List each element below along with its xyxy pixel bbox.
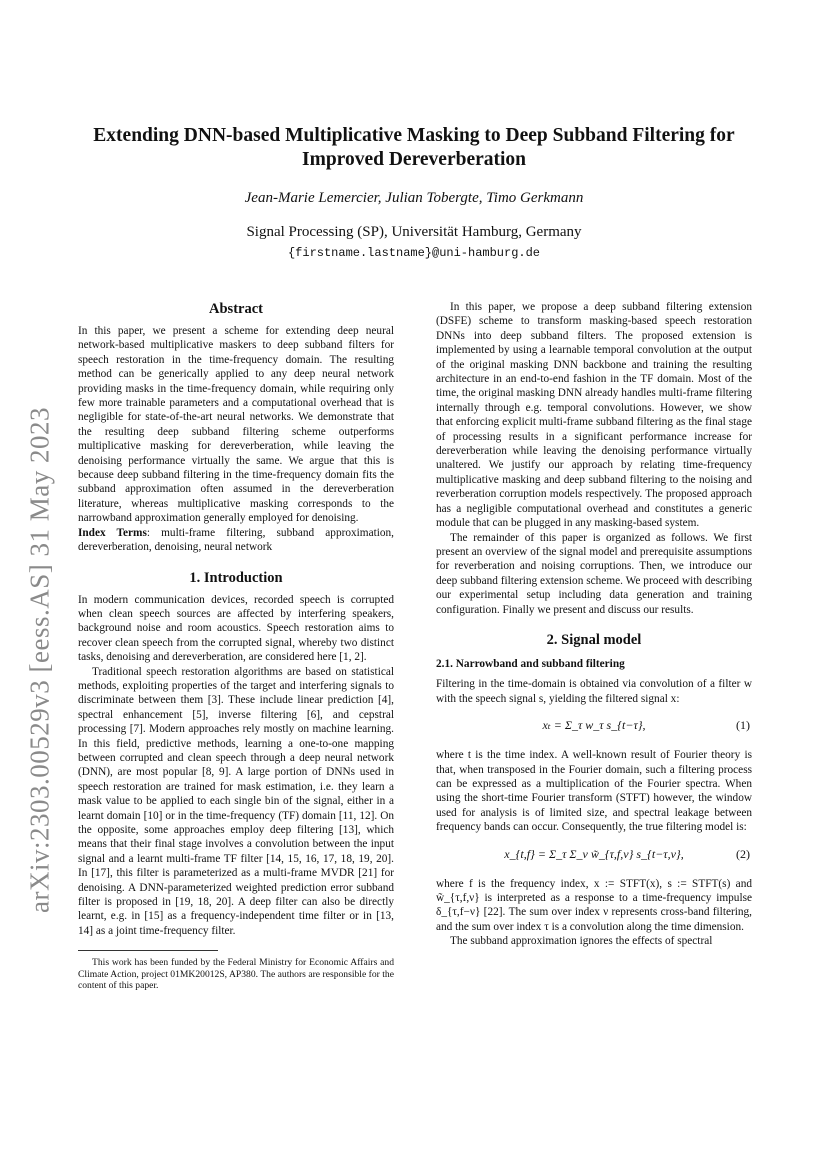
abstract-text: In this paper, we present a scheme for extending deep neural network-based multiplicative maskers to deep subband filters for speech restoration in the time-frequency domain. The resulting method can be generically applied to any deep neural network providing masks in the time-frequency domain, while requiring only few more trainable parameters and a computational overhead that is negligible for state-of-the-art neural networks. We demonstrate that the resulting deep subband filtering scheme outperforms multiplicative masking for dereverberation, while leaving the denoising performance virtually the same. We argue that this is because deep subband filtering in the time-frequency domain fits the subband approximation often assumed in the dereverberation literature, whereas multiplicative masking corresponds to the narrowband approximation generally employed for denoising.: [78, 325, 394, 525]
signal-paragraph-4: The subband approximation ignores the effects of spectral: [450, 935, 713, 948]
right-paragraph-1: In this paper, we propose a deep subband filtering extension (DSFE) scheme to transform masking-based speech restoration DNNs into deep subband filters. The proposed extension is implemented by using a learnable temporal convolution at the output of the original masking DNN backbone and training the resulting architecture in an end-to-end fashion in the TF domain. Most of the time, the original masking DNN already handles multi-frame filtering internally through e.g. temporal convolutions. However, we show that enforcing explicit multi-frame subband filtering as the final stage of processing results in a significant performance increase for dereverberation while leaving the denoising performance virtually unaltered. We justify our approach by relating time-frequency multiplicative masking and deep subband filtering to the noising and reverberation corruption models respectively. The proposed approach has a negligible computational overhead and constitutes a generic module that can be plugged in any masking-based system.: [436, 301, 752, 530]
title-line-1: Extending DNN-based Multiplicative Masking to Deep Subband Filtering for: [93, 125, 735, 146]
signal-paragraph-3: where f is the frequency index, x := STFT(x), s := STFT(s) and w̃_{τ,f,ν} is interpreted as a response to a time-frequency impulse δ_{τ,f−ν} [22]. The sum over index ν represents cross-band filtering, and the sum over index τ is a convolution along the time dimension.: [436, 877, 752, 933]
abstract-heading: Abstract: [209, 301, 263, 317]
equation-2: [436, 841, 752, 871]
left-column: [78, 300, 394, 992]
subsection-heading: 2.1. Narrowband and subband filtering: [436, 657, 625, 670]
equation-1-number: (1): [736, 718, 750, 733]
index-terms-text: : multi-frame filtering, subband approximation, dereverberation, denoising, neural network: [78, 526, 394, 554]
title-line-2: Improved Dereverberation: [301, 149, 527, 170]
signal-paragraph-1: Filtering in the time-domain is obtained via convolution of a filter w with the speech signal s, yielding the filtered signal x:: [436, 678, 752, 705]
right-column: [436, 300, 752, 949]
index-terms-label: Index Terms: [78, 526, 147, 539]
right-paragraph-2: The remainder of this paper is organized as follows. We first present an overview of the signal model and prerequisite assumptions for reverberation and noising corruptions. Then, we introduce our deep subband filtering extension scheme. We proceed with describing our experimental setup including data generation and training configuration. Finally we present and discuss our results.: [436, 531, 752, 616]
signal-model-heading: 2. Signal model: [546, 631, 642, 648]
affiliation: Signal Processing (SP), Universität Hamburg, Germany: [246, 224, 582, 240]
arxiv-sidebar: [10, 300, 70, 1020]
intro-paragraph-1: In modern communication devices, recorded speech is corrupted when clean speech sources are affected by interfering speakers, background noise and room acoustics. Speech restoration aims to recover clean speech from the corrupted signal, whereby two distinct tasks, denoising and dereverberation, are considered here [1, 2].: [78, 593, 394, 664]
equation-2-number: (2): [736, 846, 750, 861]
arxiv-identifier: arXiv:2303.00529v3 [eess.AS] 31 May 2023: [24, 407, 55, 913]
equation-2-expression: x_{t,f} = Σ_τ Σ_ν w̃_{τ,f,ν} s_{t−τ,ν},: [504, 846, 684, 861]
authors: Jean-Marie Lemercier, Julian Tobergte, Timo Gerkmann: [244, 190, 584, 206]
intro-heading: 1. Introduction: [189, 569, 283, 586]
footnote-divider: [78, 950, 218, 951]
equation-1-expression: xₜ = Σ_τ w_τ s_{t−τ},: [542, 718, 646, 733]
paper-title: [80, 124, 748, 172]
footnote: This work has been funded by the Federal Ministry for Economic Affairs and Climate Action, project 01MK20012S, AP380. The authors are responsible for the content of this paper.: [78, 957, 394, 992]
equation-1: [436, 712, 752, 742]
intro-paragraph-2: Traditional speech restoration algorithms are based on statistical methods, exploiting properties of the target and interfering signals to discriminate between them [3]. These include linear prediction [4], spectral enhancement [5], inverse filtering [6], and cepstral processing [7]. Modern approaches rely mostly on machine learning. In this field, predictive methods, learning a one-to-one mapping between corrupted and clean speech through a deep neural network (DNN), are most popular [8, 9]. A large portion of DNNs used in speech restoration are trained for mask estimation, i.e. they learn a mask value to be applied to each single bin of the signal, either in a learnt domain [10] or in the time-frequency (TF) domain [11, 12]. On the opposite, some approaches employ deep filtering [13], which means that their final stage involves a convolution between the input signal and a learnt multi-frame TF filter [14, 15, 16, 17, 18, 19, 20]. In [17], this filter is parameterized as a multi-frame MVDR [21] for denoising. A DNN-parameterized weighted prediction error subband filter is proposed in [19, 18, 20]. A deep filter can also be directly learnt, e.g. in [15] as a frequency-independent time filter or in [13, 14] as a joint time-frequency filter.: [78, 665, 394, 937]
index-terms: [78, 526, 394, 555]
signal-paragraph-2: where t is the time index. A well-known result of Fourier theory is that, when transposed in the Fourier domain, such a filtering process can be expressed as a multiplication of the Fourier spectra. When using the short-time Fourier transform (STFT) however, the window used for analysis is of limited size, and spectral leakage between frequency bands can occur. Consequently, the true filtering model is:: [436, 749, 752, 834]
email: {firstname.lastname}@uni-hamburg.de: [287, 246, 541, 260]
